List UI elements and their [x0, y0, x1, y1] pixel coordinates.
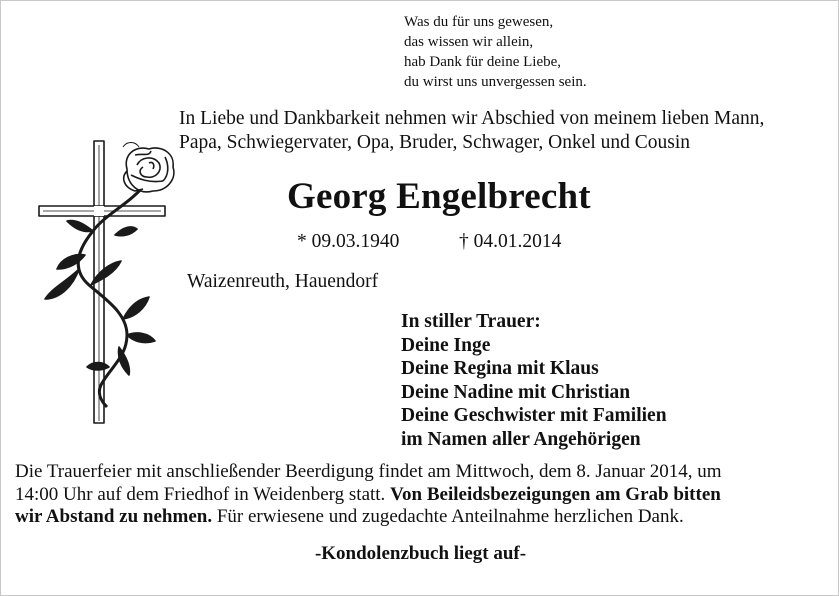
poem-line: das wissen wir allein, — [404, 34, 534, 50]
notice-line — [15, 484, 830, 507]
intro-line: Papa, Schwiegervater, Opa, Bruder, Schwager, Onkel und Cousin — [179, 132, 691, 153]
mourner-line: Deine Geschwister mit Familien — [401, 405, 667, 426]
deceased-name: Georg Engelbrecht — [287, 176, 591, 217]
mourner-line: Deine Inge — [401, 334, 491, 356]
notice-line — [15, 506, 830, 529]
cross-with-rose-icon — [31, 135, 181, 435]
notice-line: Die Trauerfeier mit anschließender Beerdigung findet am Mittwoch, dem 8. Januar 2014, um — [15, 461, 722, 482]
notice-request: wir Abstand zu nehmen. — [15, 506, 213, 527]
mourner-line: Deine Nadine mit Christian — [401, 381, 631, 403]
farewell-intro — [179, 107, 829, 155]
mourners-heading: In stiller Trauer: — [401, 311, 541, 332]
birth-date: * 09.03.1940 — [297, 231, 400, 252]
notice-thanks: Für erwiesene und zugedachte Anteilnahme herzlichen Dank. — [216, 506, 684, 527]
memorial-poem — [404, 12, 587, 92]
poem-line: du wirst uns unvergessen sein. — [404, 74, 587, 90]
intro-line: In Liebe und Dankbarkeit nehmen wir Abschied von meinem lieben Mann, — [179, 108, 765, 129]
mourner-line: Deine Regina mit Klaus — [401, 358, 599, 379]
hometown: Waizenreuth, Hauendorf — [187, 271, 379, 292]
condolence-book-note: -Kondolenzbuch liegt auf- — [314, 543, 527, 564]
mourner-line: im Namen aller Angehörigen — [401, 428, 641, 450]
poem-line: hab Dank für deine Liebe, — [404, 54, 562, 70]
poem-line: Was du für uns gewesen, — [404, 14, 554, 30]
death-date: † 04.01.2014 — [459, 231, 562, 252]
mourners-list — [401, 310, 667, 451]
funeral-notice — [15, 461, 830, 529]
notice-request: Von Beileidsbezeigungen am Grab bitten — [390, 483, 721, 505]
notice-text: 14:00 Uhr auf dem Friedhof in Weidenberg statt. — [15, 483, 386, 505]
